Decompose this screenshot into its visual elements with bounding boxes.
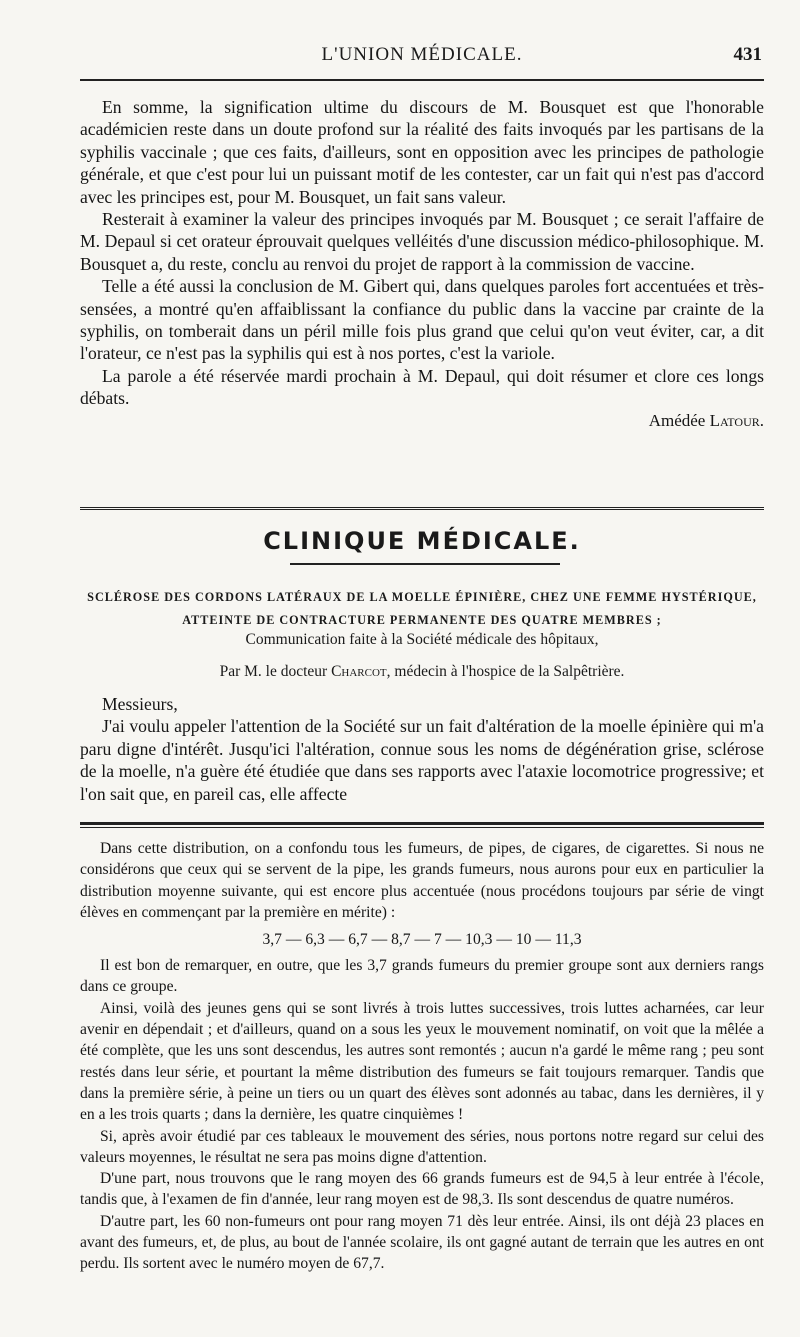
article-title: SCLÉROSE DES CORDONS LATÉRAUX DE LA MOELLE ÉPINIÈRE, CHEZ UNE FEMME HYSTÉRIQUE, ATTEINTE DE CONTRACTURE PERMANENTE DES QUATRE MEMBRES ; <box>87 590 757 627</box>
author-line <box>80 663 764 681</box>
header-rule <box>80 79 764 81</box>
rank-sequence: 3,7 — 6,3 — 6,7 — 8,7 — 7 — 10,3 — 10 — 11,3 <box>262 931 582 949</box>
author-suffix: , médecin à l'hospice de la Salpêtrière. <box>386 663 625 680</box>
salutation: Messieurs, <box>102 694 178 714</box>
journal-title: L'UNION MÉDICALE. <box>321 44 523 65</box>
signature <box>80 410 764 432</box>
footer-divider-thin <box>80 827 764 828</box>
heading-underline <box>290 563 560 565</box>
paragraph: Telle a été aussi la conclusion de M. Gibert qui, dans quelques paroles fort accentuées et très-sensées, a montré qu'en affaiblissant la confiance du public dans la vaccine par crainte de la syphilis, on tomberait dans un péril mille fois plus grand que celui qu'on veut éviter, car, a dit l'orateur, ce n'est pas la syphilis qui est à nos portes, c'est la variole. <box>80 276 764 364</box>
footer-divider <box>80 822 764 825</box>
paragraph: D'autre part, les 60 non-fumeurs ont pour rang moyen 71 dès leur entrée. Ainsi, ils ont déjà 23 places en avant des fumeurs, et, de plus, au bout de l'année scolaire, ils ont gagné autant de terrain que les autres en ont perdu. Ils sortent avec le numéro moyen de 67,7. <box>80 1212 764 1273</box>
paragraph: Dans cette distribution, on a confondu tous les fumeurs, de pipes, de cigares, de cigarettes. Si nous ne considérons que ceux qui se servent de la pipe, les grands fumeurs, nous aurons pour eux en particulier la distribution moyenne suivante, qui est encore plus accentuée (nous procédons toujours par série de vingt élèves en commençant par la première en mérite) : <box>80 840 764 921</box>
communication-line: Communication faite à la Société médicale des hôpitaux, <box>245 631 599 648</box>
paragraph: Il est bon de remarquer, en outre, que les 3,7 grands fumeurs du premier groupe sont aux derniers rangs dans ce groupe. <box>80 957 764 996</box>
paragraph: J'ai voulu appeler l'attention de la Société sur un fait d'altération de la moelle épinière qui m'a paru digne d'intérêt. Jusqu'ici l'altération, connue sous les noms de dégénération grise, sclérose de la moelle, n'a guère été étudiée que dans ses rapports avec l'ataxie locomotrice progressive; et l'on sait que, en pareil cas, elle affecte <box>80 716 764 804</box>
article-body <box>80 693 764 805</box>
signature-last-name: Latour. <box>709 410 764 430</box>
signature-first-name: Amédée <box>648 410 706 430</box>
running-header <box>80 44 764 70</box>
paragraph: En somme, la signification ultime du discours de M. Bousquet est que l'honorable académicien reste dans un doute profond sur la réalité des faits invoqués par les partisans de la syphilis vaccinale ; que ces faits, d'ailleurs, sont en opposition avec les principes de pathologie générale, et que c'est pour lui un puissant motif de les contester, car un fait qui n'est pas d'accord avec les principes est, pour M. Bousquet, un fait sans valeur. <box>80 97 764 207</box>
page-number: 431 <box>733 44 762 65</box>
intro-section <box>80 96 764 432</box>
paragraph: La parole a été réservée mardi prochain à M. Depaul, qui doit résumer et clore ces longs débats. <box>80 365 764 409</box>
paragraph: D'une part, nous trouvons que le rang moyen des 66 grands fumeurs est de 94,5 à leur entrée à l'école, tandis que, à l'examen de fin d'année, leur rang moyen est de 98,3. Ils sont descendus de quatre numéros. <box>80 1170 764 1209</box>
section-heading: CLINIQUE MÉDICALE. <box>263 527 581 555</box>
paragraph: Si, après avoir étudié par ces tableaux le mouvement des séries, nous portons notre regard sur celui des valeurs moyennes, le résultat ne sera pas moins digne d'attention. <box>80 1127 764 1166</box>
feuilleton-section <box>80 838 764 1275</box>
paragraph: Resterait à examiner la valeur des principes invoqués par M. Bousquet ; ce serait l'affaire de M. Depaul si cet orateur éprouvait quelques velléités d'une discussion médico-philosophique. M. Bousquet a, du reste, conclu au renvoi du projet de rapport à la commission de vaccine. <box>80 209 764 274</box>
author-prefix: Par M. le docteur <box>219 663 328 680</box>
author-name: Charcot <box>331 663 387 680</box>
paragraph: Ainsi, voilà des jeunes gens qui se sont livrés à trois luttes successives, trois luttes acharnées, car leur avenir en dépendait ; et d'ailleurs, quand on a sous les yeux le mouvement nominatif, on voit que la mêlée a été complète, que les uns sont descendus, les autres sont remontés ; aucun n'a gardé le même rang ; peu sont restés dans leur série, et pourtant la même distribution des fumeurs se fait toujours remarquer. Tandis que dans la première série, à peine un tiers ou un quart des élèves sont adonnés au tabac, dans les dernières, il y en a les trois quarts ; dans la dernière, les quatre cinquièmes ! <box>80 999 764 1124</box>
section-divider <box>80 507 764 510</box>
